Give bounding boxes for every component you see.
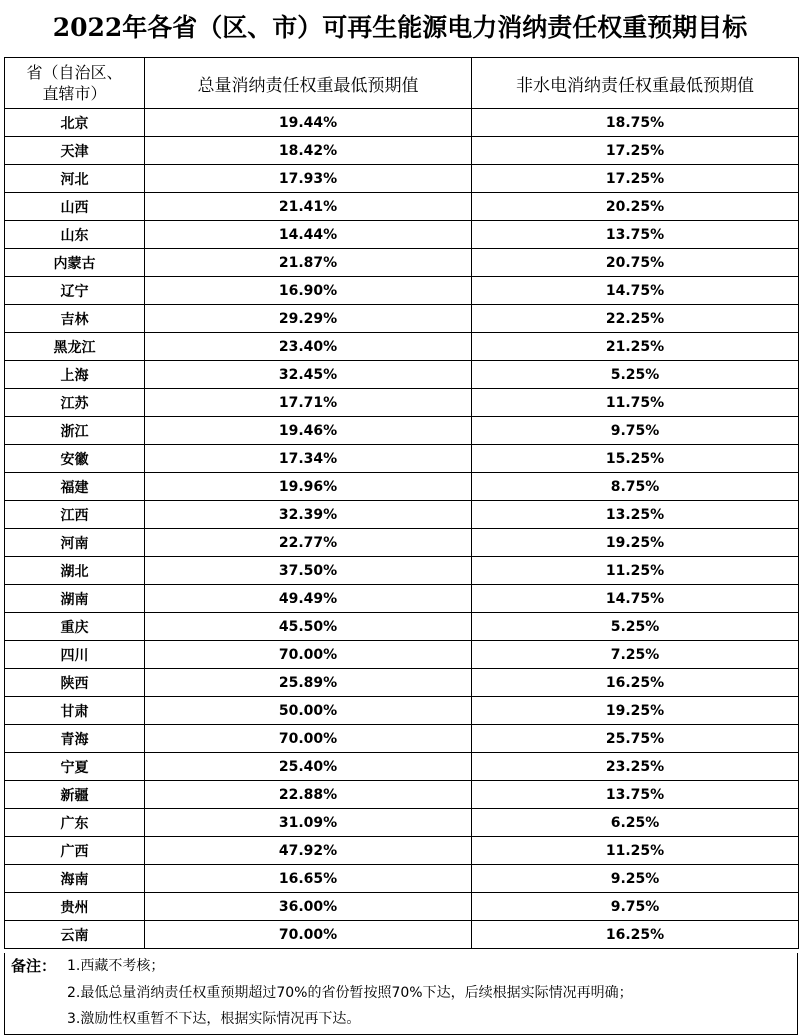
note-item-2: 2.最低总量消纳责任权重预期超过70%的省份暂按照70%下达，后续根据实际情况再明确； (67, 985, 633, 1001)
province-cell: 贵州 (5, 893, 145, 921)
total-weight-cell: 50.00% (145, 697, 472, 725)
total-weight-cell: 32.39% (145, 501, 472, 529)
province-cell: 福建 (5, 473, 145, 501)
total-weight-cell: 45.50% (145, 613, 472, 641)
table-row (5, 697, 799, 725)
province-cell: 重庆 (5, 613, 145, 641)
total-weight-cell: 25.89% (145, 669, 472, 697)
province-cell: 海南 (5, 865, 145, 893)
province-cell: 河南 (5, 529, 145, 557)
table-row (5, 277, 799, 305)
table-row (5, 501, 799, 529)
province-cell: 浙江 (5, 417, 145, 445)
table-row (5, 361, 799, 389)
non-hydro-weight-cell: 5.25% (472, 613, 799, 641)
table-row (5, 333, 799, 361)
total-weight-cell: 23.40% (145, 333, 472, 361)
non-hydro-weight-cell: 5.25% (472, 361, 799, 389)
province-cell: 广西 (5, 837, 145, 865)
table-row (5, 641, 799, 669)
non-hydro-weight-cell: 16.25% (472, 669, 799, 697)
total-weight-cell: 37.50% (145, 557, 472, 585)
table-body (5, 109, 799, 949)
province-cell: 安徽 (5, 445, 145, 473)
total-weight-cell: 22.88% (145, 781, 472, 809)
non-hydro-weight-cell: 19.25% (472, 529, 799, 557)
total-weight-cell: 22.77% (145, 529, 472, 557)
column-header-province-line2: 直辖市） (42, 84, 107, 103)
province-cell: 上海 (5, 361, 145, 389)
non-hydro-weight-cell: 9.75% (472, 417, 799, 445)
non-hydro-weight-cell: 11.25% (472, 837, 799, 865)
table-row (5, 753, 799, 781)
non-hydro-weight-cell: 13.25% (472, 501, 799, 529)
non-hydro-weight-cell: 13.75% (472, 781, 799, 809)
province-cell: 江苏 (5, 389, 145, 417)
total-weight-cell: 18.42% (145, 137, 472, 165)
page-title: 2022年各省（区、市）可再生能源电力消纳责任权重预期目标 (52, 13, 748, 42)
non-hydro-weight-cell: 15.25% (472, 445, 799, 473)
province-cell: 内蒙古 (5, 249, 145, 277)
non-hydro-weight-cell: 25.75% (472, 725, 799, 753)
non-hydro-weight-cell: 13.75% (472, 221, 799, 249)
total-weight-cell: 70.00% (145, 641, 472, 669)
non-hydro-weight-cell: 11.25% (472, 557, 799, 585)
table-row (5, 109, 799, 137)
note-item-3: 3.激励性权重暂不下达，根据实际情况再下达。 (67, 1011, 361, 1027)
total-weight-cell: 49.49% (145, 585, 472, 613)
non-hydro-weight-cell: 16.25% (472, 921, 799, 949)
province-cell: 吉林 (5, 305, 145, 333)
non-hydro-weight-cell: 9.25% (472, 865, 799, 893)
notes-label: 备注： (11, 957, 57, 975)
note-item-1: 1.西藏不考核； (67, 958, 165, 974)
total-weight-cell: 19.46% (145, 417, 472, 445)
total-weight-cell: 16.90% (145, 277, 472, 305)
province-cell: 山东 (5, 221, 145, 249)
province-cell: 宁夏 (5, 753, 145, 781)
non-hydro-weight-cell: 19.25% (472, 697, 799, 725)
table-row (5, 921, 799, 949)
targets-table (4, 57, 799, 949)
non-hydro-weight-cell: 11.75% (472, 389, 799, 417)
province-cell: 新疆 (5, 781, 145, 809)
table-row (5, 389, 799, 417)
total-weight-cell: 47.92% (145, 837, 472, 865)
non-hydro-weight-cell: 6.25% (472, 809, 799, 837)
non-hydro-weight-cell: 18.75% (472, 109, 799, 137)
non-hydro-weight-cell: 17.25% (472, 165, 799, 193)
table-row (5, 725, 799, 753)
province-cell: 甘肃 (5, 697, 145, 725)
table-row (5, 669, 799, 697)
total-weight-cell: 19.44% (145, 109, 472, 137)
table-row (5, 417, 799, 445)
province-cell: 云南 (5, 921, 145, 949)
non-hydro-weight-cell: 9.75% (472, 893, 799, 921)
table-row (5, 165, 799, 193)
total-weight-cell: 14.44% (145, 221, 472, 249)
table-row (5, 837, 799, 865)
non-hydro-weight-cell: 20.75% (472, 249, 799, 277)
non-hydro-weight-cell: 17.25% (472, 137, 799, 165)
notes-section (4, 953, 798, 1035)
non-hydro-weight-cell: 14.75% (472, 277, 799, 305)
table-row (5, 305, 799, 333)
table-row (5, 781, 799, 809)
province-cell: 四川 (5, 641, 145, 669)
province-cell: 湖南 (5, 585, 145, 613)
total-weight-cell: 70.00% (145, 921, 472, 949)
table-row (5, 557, 799, 585)
total-weight-cell: 21.87% (145, 249, 472, 277)
province-cell: 青海 (5, 725, 145, 753)
table-header-row (5, 58, 799, 109)
province-cell: 陕西 (5, 669, 145, 697)
total-weight-cell: 32.45% (145, 361, 472, 389)
table-row (5, 529, 799, 557)
total-weight-cell: 70.00% (145, 725, 472, 753)
non-hydro-weight-cell: 21.25% (472, 333, 799, 361)
column-header-province-line1: 省（自治区、 (26, 63, 123, 82)
non-hydro-weight-cell: 7.25% (472, 641, 799, 669)
table-row (5, 193, 799, 221)
total-weight-cell: 16.65% (145, 865, 472, 893)
total-weight-cell: 29.29% (145, 305, 472, 333)
table-row (5, 249, 799, 277)
province-cell: 河北 (5, 165, 145, 193)
non-hydro-weight-cell: 23.25% (472, 753, 799, 781)
total-weight-cell: 17.34% (145, 445, 472, 473)
total-weight-cell: 31.09% (145, 809, 472, 837)
province-cell: 辽宁 (5, 277, 145, 305)
table-row (5, 809, 799, 837)
province-cell: 黑龙江 (5, 333, 145, 361)
table-row (5, 865, 799, 893)
total-weight-cell: 25.40% (145, 753, 472, 781)
table-row (5, 221, 799, 249)
column-header-non-hydro: 非水电消纳责任权重最低预期值 (472, 58, 799, 109)
non-hydro-weight-cell: 8.75% (472, 473, 799, 501)
table-row (5, 613, 799, 641)
column-header-province (5, 58, 145, 109)
province-cell: 天津 (5, 137, 145, 165)
total-weight-cell: 17.71% (145, 389, 472, 417)
total-weight-cell: 17.93% (145, 165, 472, 193)
non-hydro-weight-cell: 22.25% (472, 305, 799, 333)
table-row (5, 445, 799, 473)
non-hydro-weight-cell: 20.25% (472, 193, 799, 221)
province-cell: 山西 (5, 193, 145, 221)
total-weight-cell: 21.41% (145, 193, 472, 221)
province-cell: 江西 (5, 501, 145, 529)
table-row (5, 585, 799, 613)
table-row (5, 893, 799, 921)
table-row (5, 473, 799, 501)
table-row (5, 137, 799, 165)
province-cell: 广东 (5, 809, 145, 837)
total-weight-cell: 19.96% (145, 473, 472, 501)
column-header-total: 总量消纳责任权重最低预期值 (145, 58, 472, 109)
non-hydro-weight-cell: 14.75% (472, 585, 799, 613)
total-weight-cell: 36.00% (145, 893, 472, 921)
province-cell: 湖北 (5, 557, 145, 585)
province-cell: 北京 (5, 109, 145, 137)
